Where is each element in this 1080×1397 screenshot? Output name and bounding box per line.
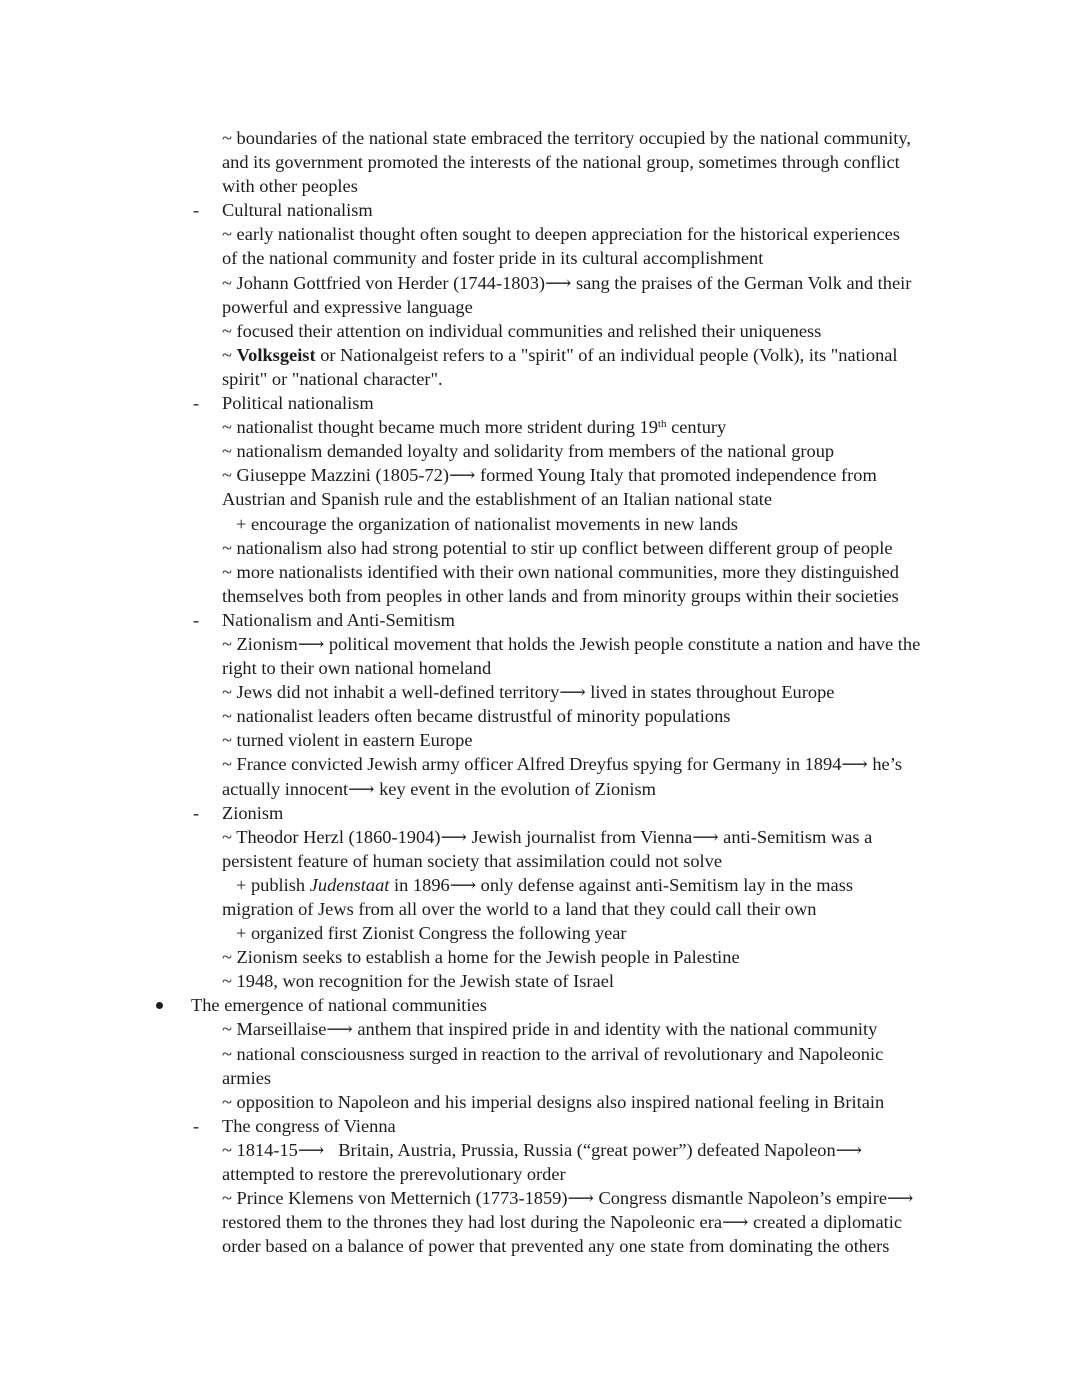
note-line: right to their own national homeland <box>222 658 492 679</box>
note-line: ~ Marseillaise⟶ anthem that inspired pride in and identity with the national community <box>222 1019 878 1040</box>
note-line: + organized first Zionist Congress the following year <box>236 923 627 944</box>
section-heading-zionism: - Zionism <box>0 801 1080 825</box>
note-line: ~ opposition to Napoleon and his imperial designs also inspired national feeling in Britain <box>222 1091 885 1112</box>
note-line: Austrian and Spanish rule and the establishment of an Italian national state <box>222 489 773 510</box>
note-line: armies <box>222 1067 272 1088</box>
dash-marker: - <box>192 609 200 630</box>
note-line: ~ turned violent in eastern Europe <box>222 730 473 751</box>
note-line: ~ nationalist leaders often became distrustful of minority populations <box>222 706 731 727</box>
note-line: persistent feature of human society that assimilation could not solve <box>222 850 723 871</box>
note-line: ~ nationalist thought became much more strident during 19th century <box>222 417 727 438</box>
note-line: ~ France convicted Jewish army officer Alfred Dreyfus spying for Germany in 1894⟶ he’s <box>222 754 902 775</box>
note-line: ~ Theodor Herzl (1860-1904)⟶ Jewish journalist from Vienna⟶ anti-Semitism was a <box>222 826 873 847</box>
bullet-heading-emergence-of-national-communities: The emergence of national communities <box>0 993 1080 1017</box>
note-line: with other peoples <box>222 176 358 197</box>
italic-title-judenstaat: Judenstaat <box>309 874 390 895</box>
note-line: and its government promoted the interests of the national group, sometimes through conflict <box>222 152 900 173</box>
note-line: ~ nationalism also had strong potential to stir up conflict between different group of people <box>222 537 893 558</box>
note-line: attempted to restore the prerevolutionary order <box>222 1164 566 1185</box>
note-line: spirit" or "national character". <box>222 368 443 389</box>
note-line: ~ more nationalists identified with their own national communities, more they distinguished <box>222 561 900 582</box>
note-line: ~ focused their attention on individual communities and relished their uniqueness <box>222 320 822 341</box>
dash-marker: - <box>192 802 200 823</box>
note-line: powerful and expressive language <box>222 296 473 317</box>
note-line: ~ 1948, won recognition for the Jewish state of Israel <box>222 971 614 992</box>
note-line: actually innocent⟶ key event in the evolution of Zionism <box>222 778 656 799</box>
section-heading-political-nationalism: - Political nationalism <box>0 391 1080 415</box>
section-heading-nationalism-anti-semitism: - Nationalism and Anti-Semitism <box>0 608 1080 632</box>
note-line: ~ Zionism seeks to establish a home for the Jewish people in Palestine <box>222 947 740 968</box>
note-line: restored them to the thrones they had lost during the Napoleonic era⟶ created a diplomatic <box>222 1212 903 1233</box>
note-line: ~ boundaries of the national state embraced the territory occupied by the national community, <box>222 128 911 148</box>
superscript: th <box>657 418 667 431</box>
note-line: ~ Johann Gottfried von Herder (1744-1803)⟶ sang the praises of the German Volk and their <box>222 272 912 293</box>
note-line: order based on a balance of power that prevented any one state from dominating the others <box>222 1236 890 1257</box>
notes-body <box>0 126 1080 1258</box>
section-heading-cultural-nationalism: - Cultural nationalism <box>0 198 1080 222</box>
note-line: ~ Giuseppe Mazzini (1805-72)⟶ formed Young Italy that promoted independence from <box>222 465 877 486</box>
dash-marker: - <box>192 1115 200 1136</box>
dash-marker: - <box>192 393 200 414</box>
note-line: ~ early nationalist thought often sought to deepen appreciation for the historical experiences <box>222 224 900 245</box>
note-line: ~ nationalism demanded loyalty and solidarity from members of the national group <box>222 441 835 462</box>
bold-term-volksgeist: Volksgeist <box>236 344 316 365</box>
note-line: ~ Zionism⟶ political movement that holds the Jewish people constitute a nation and have the <box>222 633 921 654</box>
note-line: ~ 1814-15⟶ Britain, Austria, Prussia, Russia (“great power”) defeated Napoleon⟶ <box>222 1139 863 1160</box>
note-line: migration of Jews from all over the world to a land that they could call their own <box>222 899 817 919</box>
note-line: ~ national consciousness surged in reaction to the arrival of revolutionary and Napoleonic <box>222 1043 884 1064</box>
note-line: ~ Jews did not inhabit a well-defined territory⟶ lived in states throughout Europe <box>222 682 835 703</box>
note-line: + encourage the organization of nationalist movements in new lands <box>236 513 738 534</box>
note-line: themselves both from peoples in other lands and from minority groups within their societies <box>222 585 899 606</box>
note-line: ~ Prince Klemens von Metternich (1773-1859)⟶ Congress dismantle Napoleon’s empire⟶ <box>222 1188 914 1209</box>
note-line: of the national community and foster pride in its cultural accomplishment <box>222 248 764 269</box>
note-line: ~ Volksgeist or Nationalgeist refers to a "spirit" of an individual people (Volk), its "national <box>222 344 898 365</box>
bullet-dot-icon <box>156 1002 163 1009</box>
section-heading-congress-of-vienna: - The congress of Vienna <box>0 1114 1080 1138</box>
note-line: + publish Judenstaat in 1896⟶ only defense against anti-Semitism lay in the mass <box>236 874 854 895</box>
dash-marker: - <box>192 200 200 221</box>
